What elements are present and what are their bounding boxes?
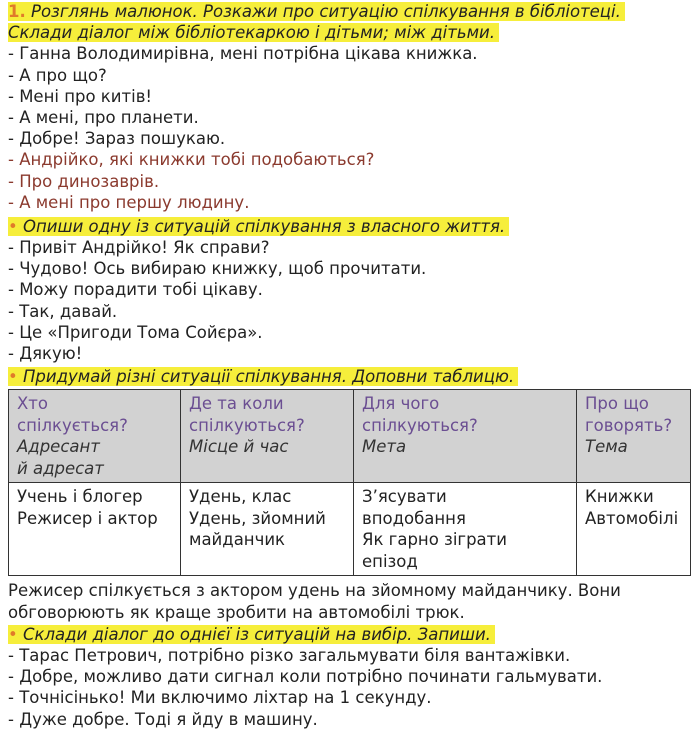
task1-line2: Склади діалог між бібліотекаркою і дітьми; між дітьми. xyxy=(8,23,499,42)
table-cell: Книжки Автомобілі xyxy=(577,483,691,576)
header-cell: Про що говорять? Тема xyxy=(577,390,691,483)
dialog-line: - Це «Пригоди Тома Сойєра». xyxy=(8,322,263,342)
header-cell: Для чого спілкуються? Мета xyxy=(354,390,577,483)
task3-heading xyxy=(8,366,693,387)
bullet-icon: • xyxy=(8,624,18,644)
dialog-line: - Дуже добре. Тоді я йду в машину. xyxy=(8,709,318,729)
dialog-line: - Ганна Володимирівна, мені потрібна цікава книжка. xyxy=(8,44,478,64)
communication-table xyxy=(8,389,691,576)
dialog-line: - Андрійко, які книжки тобі подобаються? xyxy=(8,150,375,170)
dialog-line: - Добре! Зараз пошукаю. xyxy=(8,129,226,149)
dialog-line: - Чудово! Ось вибираю книжку, щоб прочитати. xyxy=(8,259,427,279)
table-header-row xyxy=(9,390,691,483)
textbook-page xyxy=(8,1,693,730)
dialog-line: - А про що? xyxy=(8,65,107,85)
table-cell: Удень, клас Удень, зйомний майданчик xyxy=(181,483,354,576)
dialog-line: - Добре, можливо дати сигнал коли потрібно починати гальмувати. xyxy=(8,667,603,687)
dialog-line: - Так, давай. xyxy=(8,301,118,321)
dialog-line: - А мені, про планети. xyxy=(8,107,199,127)
task-number: 1. xyxy=(8,2,26,21)
table-cell: З’ясувати вподобання Як гарно зіграти епізод xyxy=(354,483,577,576)
bullet-icon: • xyxy=(8,367,18,387)
dialog-line: - Про динозаврів. xyxy=(8,171,160,191)
task2-title: Опиши одну із ситуацій спілкування з власного життя. xyxy=(22,216,506,236)
dialog-line: - Привіт Андрійко! Як справи? xyxy=(8,238,270,258)
dialog-line: - Дякую! xyxy=(8,344,83,363)
task4-dialog xyxy=(8,645,693,730)
task1-heading-2 xyxy=(8,22,693,43)
task1-dialog xyxy=(8,43,693,213)
header-cell: Хто спілкується? Адресант й адресат xyxy=(9,390,181,483)
paragraph-line: обговорюють як краще зробити на автомобілі трюк. xyxy=(8,602,465,622)
task1-line1: Розглянь малюнок. Розкажи про ситуацію спілкування в бібліотеці. xyxy=(31,2,621,21)
dialog-line: - А мені про першу людину. xyxy=(8,192,250,212)
task3-paragraph xyxy=(8,580,693,622)
task2-heading xyxy=(8,216,693,237)
dialog-line: - Точнісінько! Ми включимо ліхтар на 1 секунду. xyxy=(8,688,432,708)
task4-title: Склади діалог до однієї із ситуацій на вибір. Запиши. xyxy=(22,624,491,644)
table-cell: Учень і блогер Режисер і актор xyxy=(9,483,181,576)
task4-heading xyxy=(8,624,693,645)
dialog-line: - Мені про китів! xyxy=(8,86,153,106)
bullet-icon: • xyxy=(8,216,18,236)
dialog-line: - Тарас Петрович, потрібно різко загальмувати біля вантажівки. xyxy=(8,645,571,665)
dialog-line: - Можу порадити тобі цікаву. xyxy=(8,280,263,300)
header-cell: Де та коли спілкуються? Місце й час xyxy=(181,390,354,483)
task2-dialog xyxy=(8,237,693,364)
task1-heading xyxy=(8,1,693,22)
paragraph-line: Режисер спілкується з актором удень на зйомному майданчику. Вони xyxy=(8,581,621,601)
task3-title: Придумай різні ситуації спілкування. Доповни таблицю. xyxy=(22,367,515,387)
table-row xyxy=(9,483,691,576)
